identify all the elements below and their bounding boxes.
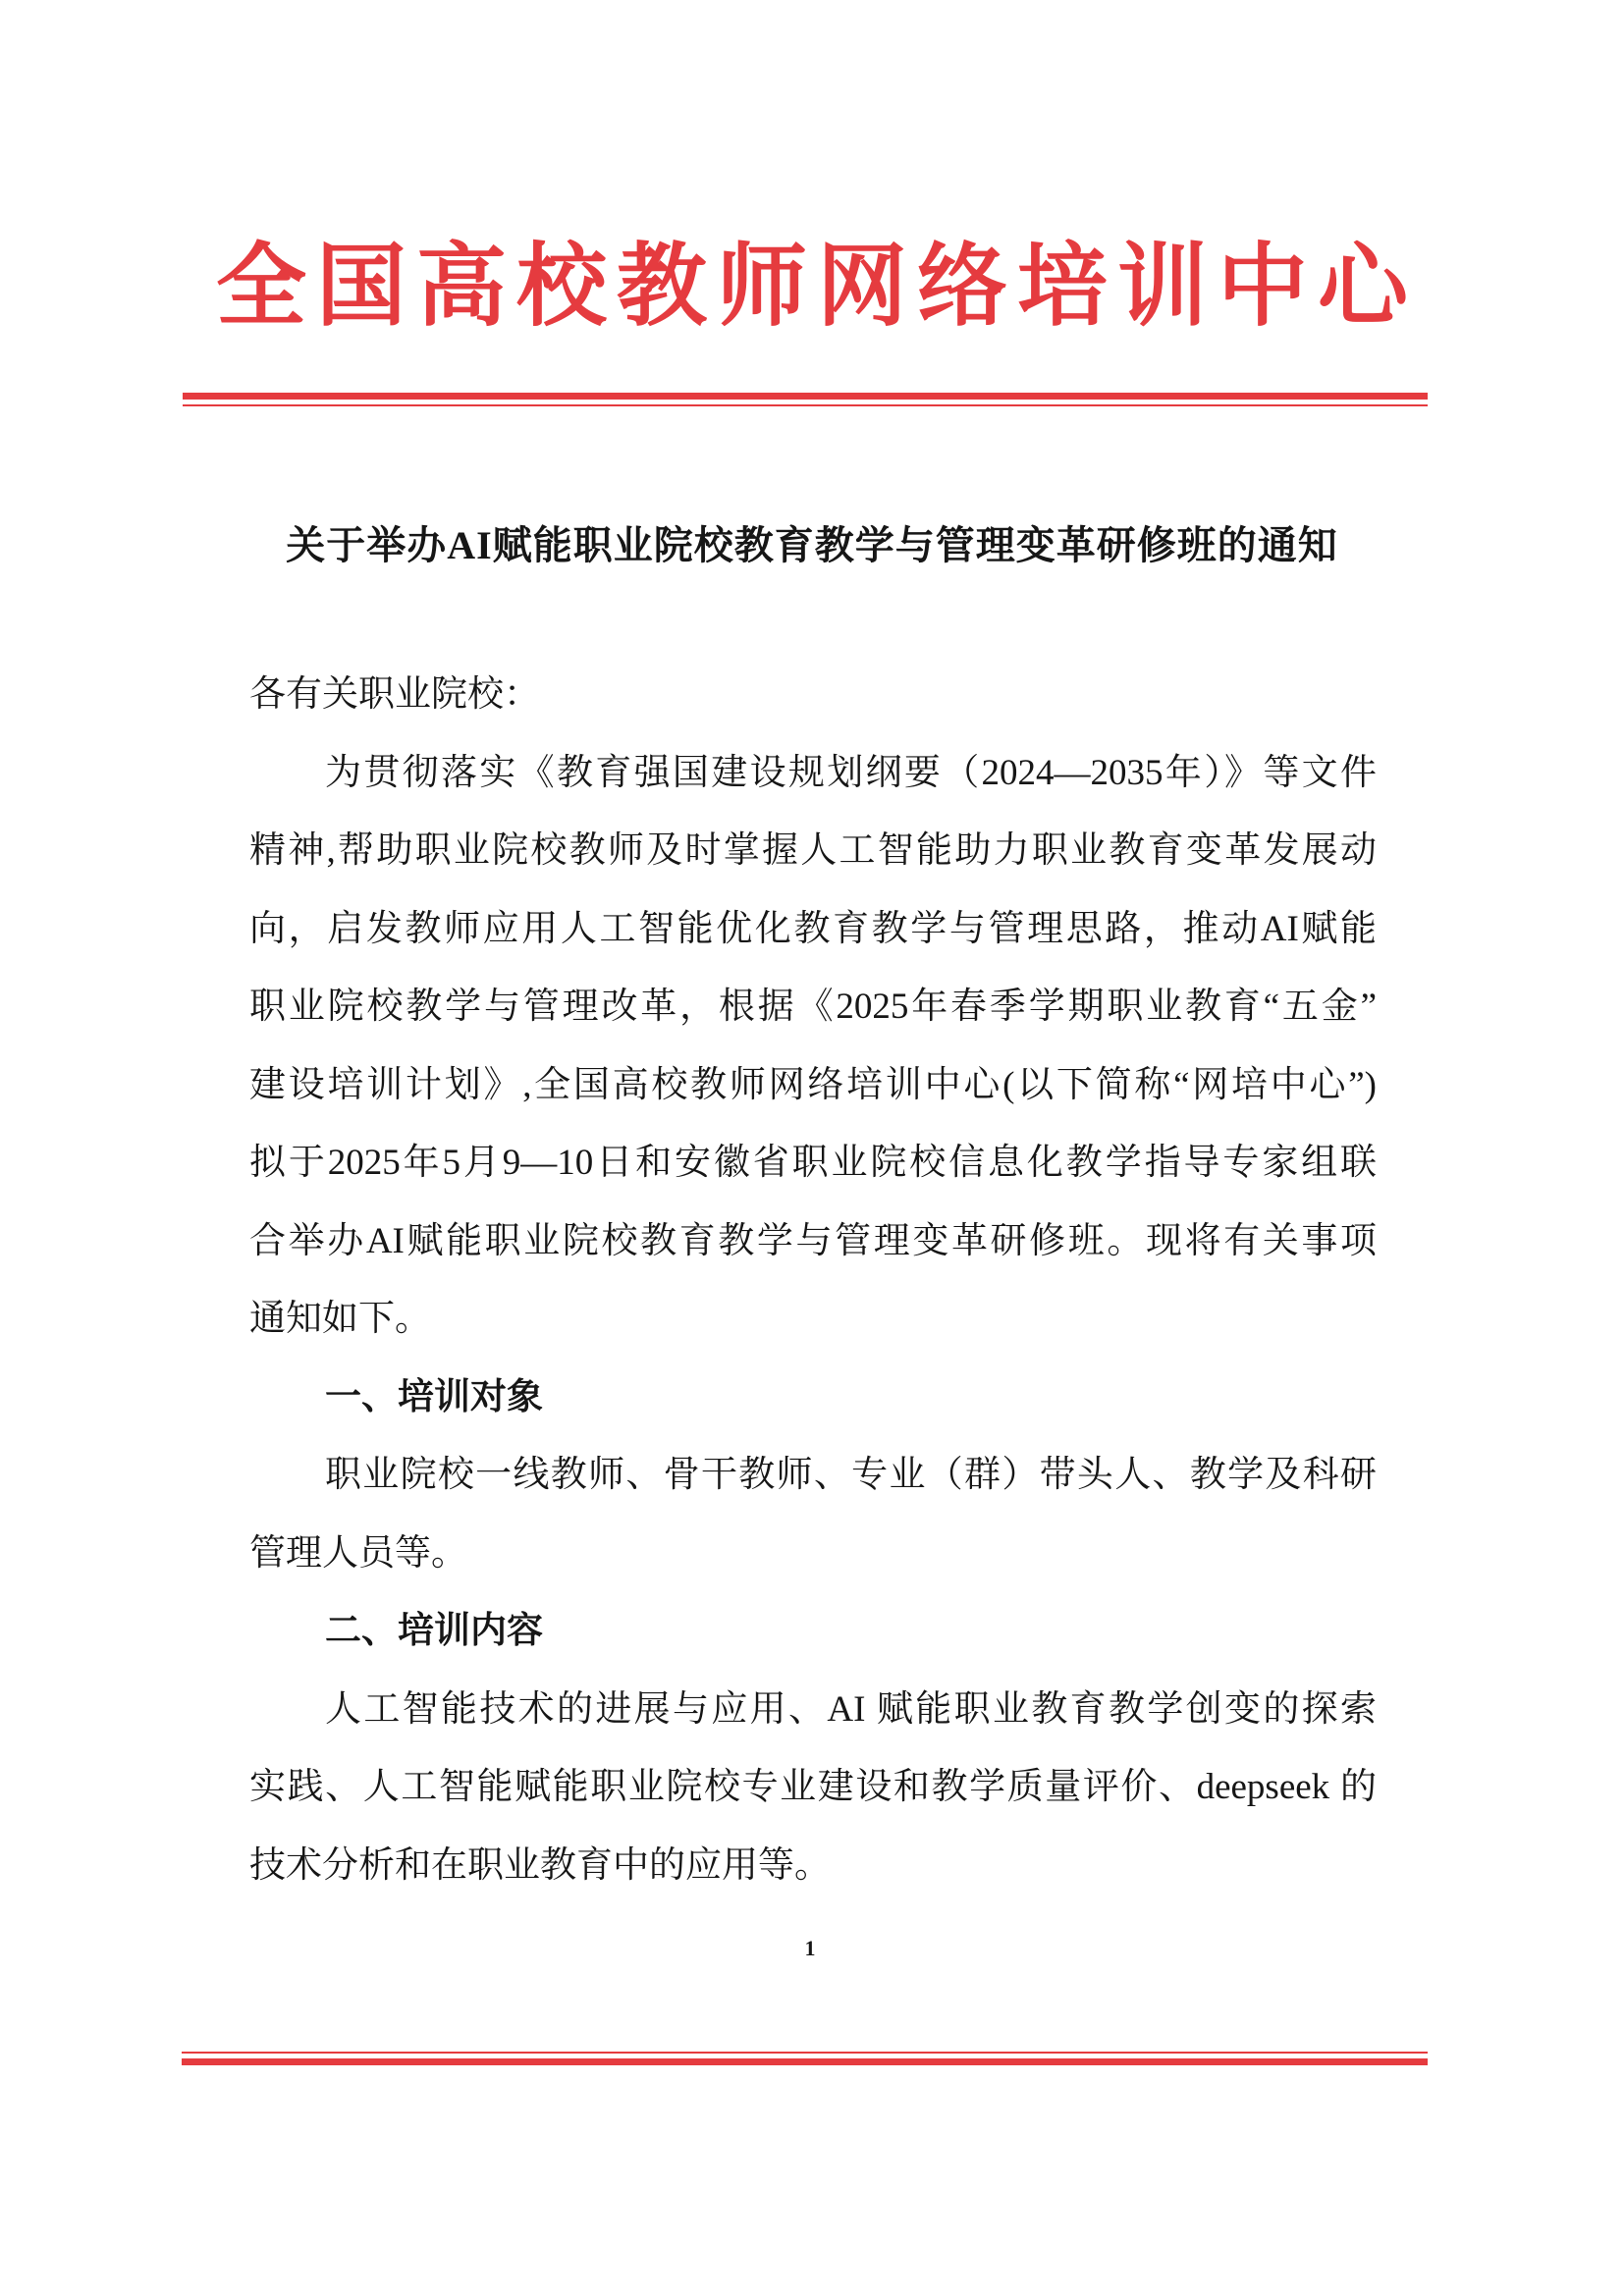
paragraph-line: 拟于2025年5月9—10日和安徽省职业院校信息化教学指导专家组联 xyxy=(249,1143,1377,1183)
paragraph-line: 向，启发教师应用人工智能优化教育教学与管理思路，推动AI赋能 xyxy=(249,908,1377,949)
footer-rule-thin xyxy=(182,2052,1428,2054)
paragraph-line: 职业院校一线教师、骨干教师、专业（群）带头人、教学及科研 xyxy=(325,1455,1377,1495)
notice-body xyxy=(249,656,1377,1904)
paragraph-line: 管理人员等。 xyxy=(249,1532,467,1574)
paragraph-line: 技术分析和在职业教育中的应用等。 xyxy=(249,1844,831,1886)
footer-rule-thick xyxy=(182,2058,1428,2065)
paragraph-line: 实践、人工智能赋能职业院校专业建设和教学质量评价、deepseek 的 xyxy=(249,1767,1377,1807)
paragraph-line: 为贯彻落实《教育强国建设规划纲要（2024—2035年）》等文件 xyxy=(325,752,1377,793)
paragraph-line: 通知如下。 xyxy=(249,1299,431,1339)
notice-title: 关于举办AI赋能职业院校教育教学与管理变革研修班的通知 xyxy=(286,523,1338,567)
letterhead-rule-thin xyxy=(183,404,1428,406)
paragraph-line: 人工智能技术的进展与应用、AI 赋能职业教育教学创变的探索 xyxy=(325,1688,1377,1730)
paragraph-line: 职业院校教学与管理改革，根据《2025年春季学期职业教育“五金” xyxy=(249,987,1377,1027)
section-heading: 一、培训对象 xyxy=(325,1376,543,1417)
letterhead-org-name: 全国高校教师网络培训中心 xyxy=(215,237,1418,337)
paragraph-line: 合举办AI赋能职业院校教育教学与管理变革研修班。现将有关事项 xyxy=(249,1220,1377,1261)
paragraph-line: 建设培训计划》,全国高校教师网络培训中心(以下简称“网培中心”) xyxy=(249,1064,1377,1105)
page-number: 1 xyxy=(804,1936,816,1960)
salutation: 各有关职业院校： xyxy=(249,674,540,715)
paragraph-line: 精神,帮助职业院校教师及时掌握人工智能助力职业教育变革发展动 xyxy=(249,830,1377,871)
letterhead-rule-thick xyxy=(183,393,1428,400)
section-heading: 二、培训内容 xyxy=(325,1611,543,1651)
